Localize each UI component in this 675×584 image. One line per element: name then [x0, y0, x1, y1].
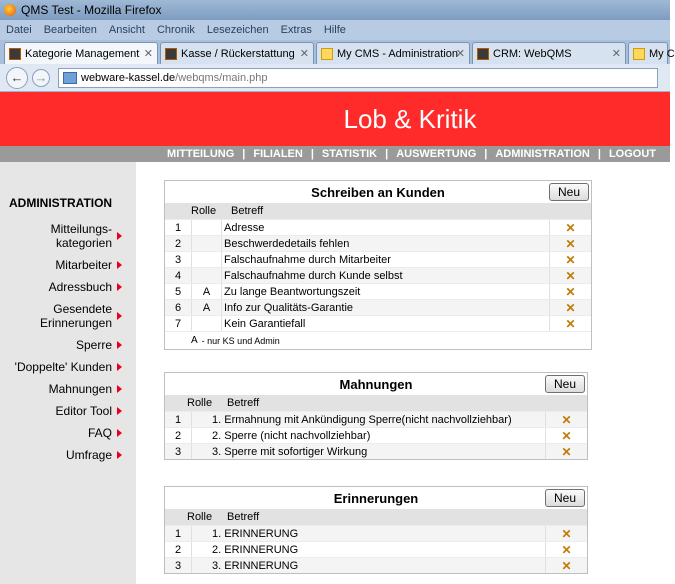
window-titlebar: [0, 0, 670, 20]
legend-text: - nur KS und Admin: [201, 335, 280, 346]
delete-icon[interactable]: ✕: [545, 558, 587, 573]
tab-kategorie-management[interactable]: [4, 42, 158, 64]
nav-statistik[interactable]: STATISTIK: [321, 148, 378, 160]
url-host: webware-kassel.de: [81, 71, 176, 84]
sidebar-item-label-line1: Gesendete: [53, 302, 112, 316]
main-content: [136, 162, 670, 584]
menu-lesezeichen[interactable]: Lesezeichen: [206, 24, 269, 36]
firefox-logo-icon: [4, 4, 16, 16]
delete-icon[interactable]: ✕: [545, 444, 587, 459]
sidebar-item-label: 'Doppelte' Kunden: [14, 360, 112, 374]
close-icon[interactable]: ✕: [143, 48, 153, 60]
joomla-favicon-icon: [477, 48, 489, 60]
url-path: /webqms/main.php: [175, 71, 268, 84]
sidebar-item-mitteilungskategorien[interactable]: [0, 222, 126, 250]
nav-administration[interactable]: ADMINISTRATION: [495, 148, 590, 160]
sidebar-item-label: Sperre: [75, 338, 112, 352]
delete-icon[interactable]: ✕: [549, 268, 591, 283]
menu-ansicht[interactable]: Ansicht: [108, 24, 145, 36]
sidebar-item-umfrage[interactable]: [0, 448, 126, 462]
sidebar-item-adressbuch[interactable]: [0, 280, 126, 294]
sidebar-item-label: Mahnungen: [48, 382, 112, 396]
column-header-rolle: Rolle: [187, 511, 213, 523]
arrow-right-icon: [117, 451, 122, 459]
panel-header: [165, 487, 587, 509]
panel-title: Erinnerungen: [333, 490, 419, 506]
cms-favicon-icon: [321, 48, 333, 60]
new-letter-button[interactable]: Neu: [549, 183, 589, 201]
arrow-right-icon: [117, 385, 122, 393]
sidebar-heading: ADMINISTRATION: [9, 196, 113, 210]
url-bar[interactable]: [58, 68, 658, 88]
delete-icon[interactable]: ✕: [549, 316, 591, 331]
tab-crm-webqms[interactable]: [472, 42, 626, 64]
forward-button[interactable]: [32, 69, 50, 87]
arrow-right-icon: [117, 312, 122, 320]
table-header: [165, 395, 587, 411]
table-header: [165, 203, 591, 219]
column-header-betreff: Betreff: [227, 511, 260, 523]
arrow-right-icon: [117, 407, 122, 415]
tab-label: CRM: WebQMS: [493, 47, 572, 60]
joomla-favicon-icon: [165, 48, 177, 60]
panel-schreiben-an-kunden: [164, 180, 592, 350]
delete-icon[interactable]: ✕: [549, 300, 591, 315]
sidebar-item-label: Umfrage: [65, 448, 112, 462]
menu-datei[interactable]: Datei: [6, 24, 32, 36]
delete-icon[interactable]: ✕: [549, 252, 591, 267]
table-row[interactable]: 2 2. Sperre (nicht nachvollziehbar) ✕: [165, 427, 587, 443]
menu-chronik[interactable]: Chronik: [156, 24, 195, 36]
navigation-bar: [0, 64, 670, 92]
table-row[interactable]: 3 Falschaufnahme durch Mitarbeiter ✕: [165, 251, 591, 267]
table-row[interactable]: 2 2. ERINNERUNG ✕: [165, 541, 587, 557]
panel-erinnerungen: [164, 486, 588, 574]
nav-logout[interactable]: LOGOUT: [608, 148, 656, 160]
cms-favicon-icon: [633, 48, 645, 60]
arrow-right-icon: [117, 232, 122, 240]
sidebar-item-faq[interactable]: [0, 426, 126, 440]
sidebar-item-doppelte-kunden[interactable]: [0, 360, 126, 374]
column-header-betreff: Betreff: [231, 205, 264, 217]
column-header-rolle: Rolle: [187, 397, 213, 409]
window-title: QMS Test - Mozilla Firefox: [21, 3, 162, 17]
delete-icon[interactable]: ✕: [549, 236, 591, 251]
sidebar-item-label-line2: kategorien: [55, 236, 112, 250]
panel-header: [165, 181, 591, 203]
column-header-betreff: Betreff: [227, 397, 260, 409]
table-row[interactable]: 1 1. Ermahnung mit Ankündigung Sperre(nicht nachvollziehbar) ✕: [165, 411, 587, 427]
new-erinnerung-button[interactable]: Neu: [545, 489, 585, 507]
table-row[interactable]: 6 A Info zur Qualitäts-Garantie ✕: [165, 299, 591, 315]
page-banner: [0, 92, 670, 146]
delete-icon[interactable]: ✕: [545, 542, 587, 557]
main-navigation: MITTEILUNG | FILIALEN | STATISTIK | AUSWERTUNG | ADMINISTRATION | LOGOUT: [0, 146, 670, 162]
arrow-right-icon: →: [34, 70, 48, 85]
delete-icon[interactable]: ✕: [549, 220, 591, 235]
arrow-right-icon: [117, 341, 122, 349]
sidebar-item-sperre[interactable]: [0, 338, 126, 352]
nav-mitteilung[interactable]: MITTEILUNG: [167, 148, 235, 160]
sidebar: [0, 162, 136, 584]
joomla-favicon-icon: [9, 48, 21, 60]
tab-my-cms[interactable]: [316, 42, 470, 64]
table-row[interactable]: 1 1. ERINNERUNG ✕: [165, 525, 587, 541]
column-header-rolle: Rolle: [191, 205, 217, 217]
menu-hilfe[interactable]: Hilfe: [323, 24, 346, 36]
sidebar-item-label: Adressbuch: [48, 280, 112, 294]
delete-icon[interactable]: ✕: [545, 428, 587, 443]
panel-mahnungen: [164, 372, 588, 460]
arrow-left-icon: ←: [10, 70, 24, 85]
delete-icon[interactable]: ✕: [549, 284, 591, 299]
sidebar-item-label-line2: Erinnerungen: [39, 316, 112, 330]
delete-icon[interactable]: ✕: [545, 526, 587, 541]
sidebar-item-mahnungen[interactable]: [0, 382, 126, 396]
sidebar-item-editor-tool[interactable]: [0, 404, 126, 418]
sidebar-item-label: Mitarbeiter: [55, 258, 112, 272]
menu-bar: [0, 20, 670, 40]
table-row[interactable]: 1 Adresse ✕: [165, 219, 591, 235]
sidebar-item-label-line1: Mitteilungs-: [50, 222, 112, 236]
tab-label: Kasse / Rückerstattung: [181, 47, 295, 60]
sidebar-item-mitarbeiter[interactable]: [0, 258, 126, 272]
menu-extras[interactable]: Extras: [280, 24, 312, 36]
page-title: Lob & Kritik: [343, 103, 477, 134]
table-row[interactable]: 7 Kein Garantiefall ✕: [165, 315, 591, 331]
panel-title: Mahnungen: [339, 376, 413, 392]
table-row[interactable]: 3 3. ERINNERUNG ✕: [165, 557, 587, 573]
nav-filialen[interactable]: FILIALEN: [253, 148, 303, 160]
tab-kasse[interactable]: [160, 42, 314, 64]
arrow-right-icon: [117, 283, 122, 291]
panel-header: [165, 373, 587, 395]
delete-icon[interactable]: ✕: [545, 412, 587, 427]
tab-label: My CMS - Administration: [337, 47, 459, 60]
tab-bar: [0, 40, 675, 64]
arrow-right-icon: [117, 261, 122, 269]
legend-mark: A: [191, 335, 198, 346]
close-icon[interactable]: ✕: [299, 48, 309, 60]
sidebar-item-label: FAQ: [87, 426, 112, 440]
tab-label: My C: [649, 47, 675, 60]
menu-bearbeiten[interactable]: Bearbeiten: [43, 24, 97, 36]
sidebar-item-label: Editor Tool: [55, 404, 112, 418]
sidebar-item-gesendete-erinnerungen[interactable]: [0, 302, 126, 330]
table-row[interactable]: 4 Falschaufnahme durch Kunde selbst ✕: [165, 267, 591, 283]
back-button[interactable]: [6, 67, 28, 89]
site-identity-icon[interactable]: [63, 72, 77, 84]
arrow-right-icon: [117, 429, 122, 437]
close-icon[interactable]: ✕: [611, 48, 621, 60]
new-reminder-button[interactable]: Neu: [545, 375, 585, 393]
table-header: [165, 509, 587, 525]
table-row[interactable]: 5 A Zu lange Beantwortungszeit ✕: [165, 283, 591, 299]
panel-title: Schreiben an Kunden: [311, 184, 445, 200]
arrow-right-icon: [117, 363, 122, 371]
close-icon[interactable]: ✕: [455, 48, 465, 60]
tab-my-c[interactable]: [628, 42, 675, 64]
tab-label: Kategorie Management: [25, 47, 140, 60]
nav-auswertung[interactable]: AUSWERTUNG: [396, 148, 477, 160]
role-legend: [165, 331, 591, 349]
table-row[interactable]: 3 3. Sperre mit sofortiger Wirkung ✕: [165, 443, 587, 459]
table-row[interactable]: 2 Beschwerdedetails fehlen ✕: [165, 235, 591, 251]
